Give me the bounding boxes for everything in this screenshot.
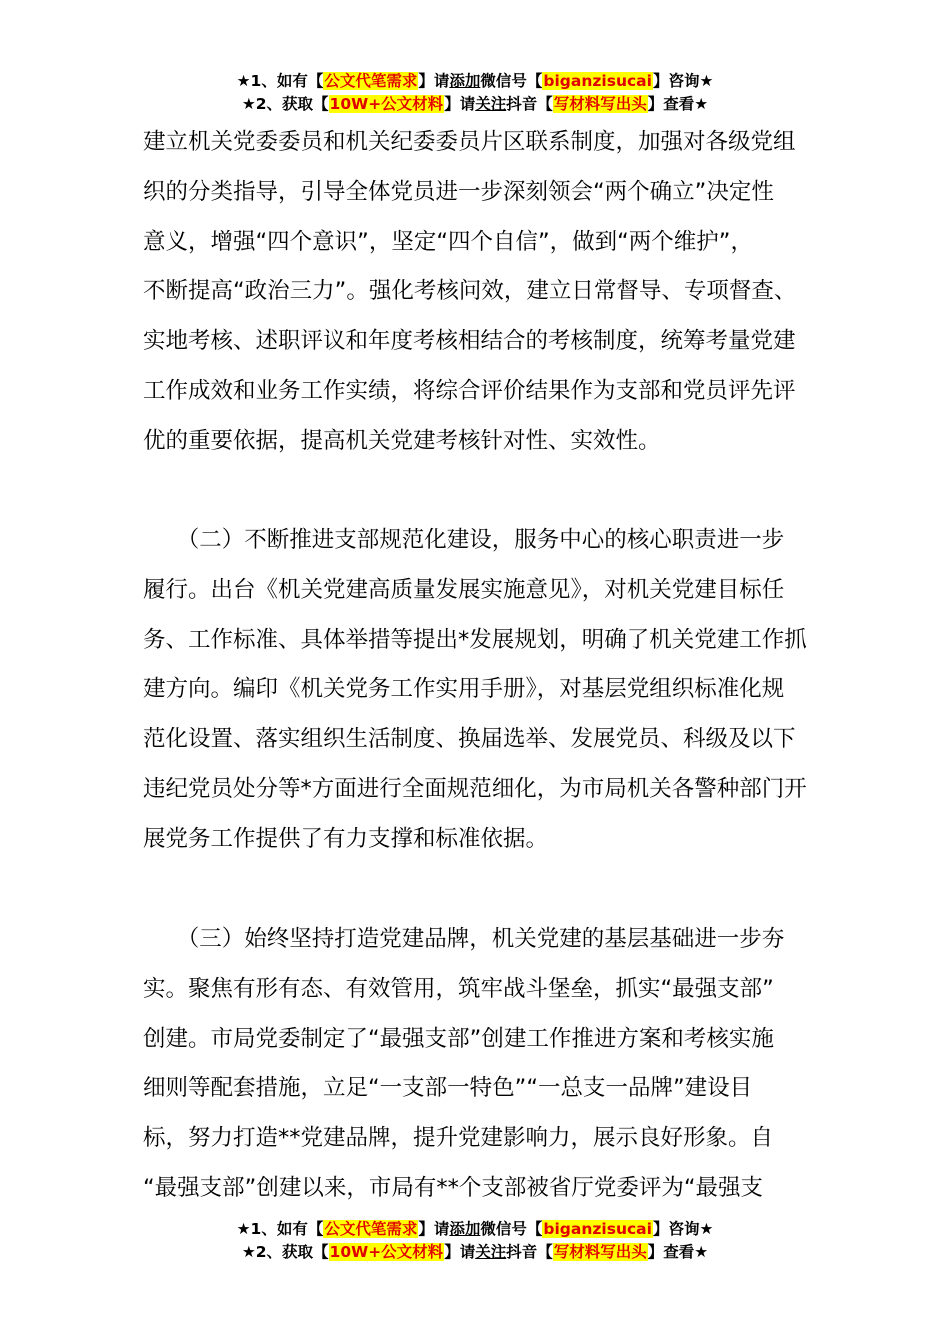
promo-text: 】请 — [418, 72, 450, 90]
text-line: 意义，增强“四个意识”，坚定“四个自信”，做到“两个维护”， — [143, 228, 753, 255]
paragraph-1 — [143, 118, 811, 467]
promo-text: 微信号【 — [480, 1220, 543, 1238]
text-line: 实地考核、述职评议和年度考核相结合的考核制度，统筹考量党建 — [143, 328, 796, 355]
highlight-wechat-id: biganzisucai — [543, 1220, 652, 1238]
highlight-douyin-account: 写材料写出头 — [553, 95, 647, 113]
highlight-materials: 10W+公文材料 — [329, 95, 444, 113]
text-line: 违纪党员处分等*方面进行全面规范细化，为市局机关各警种部门开 — [143, 775, 807, 802]
text-line: 范化设置、落实组织生活制度、换届选举、发展党员、科级及以下 — [143, 726, 796, 753]
text-line: 实。聚焦有形有态、有效管用，筑牢战斗堡垒，抓实“最强支部” — [143, 975, 774, 1002]
promo-text: 抖音【 — [506, 1243, 553, 1261]
text-line: 不断提高“政治三力”。强化考核问效，建立日常督导、专项督查、 — [143, 278, 797, 305]
promo-text: 】查看★ — [647, 95, 709, 113]
paragraph-3 — [143, 915, 811, 1214]
text-line: 创建。市局党委制定了“最强支部”创建工作推进方案和考核实施 — [143, 1025, 774, 1052]
footer-promo-banner — [0, 1218, 950, 1264]
promo-text: 】查看★ — [647, 1243, 709, 1261]
promo-text: ★2、获取【 — [241, 95, 329, 113]
text-line: 建方向。编印《机关党务工作实用手册》，对基层党组织标准化规 — [143, 676, 785, 703]
promo-text: 】请 — [444, 95, 476, 113]
text-line: 务、工作标准、具体举措等提出*发展规划，明确了机关党建工作抓 — [143, 626, 807, 653]
highlight-wechat-id: biganzisucai — [543, 72, 652, 90]
promo-text: 】咨询★ — [652, 72, 714, 90]
underlined-text: 关注 — [475, 1243, 507, 1261]
promo-text: 】咨询★ — [652, 1220, 714, 1238]
promo-text: 抖音【 — [506, 95, 553, 113]
highlight-materials: 10W+公文材料 — [329, 1243, 444, 1261]
promo-line-2 — [0, 93, 950, 116]
text-line: （三）始终坚持打造党建品牌，机关党建的基层基础进一步夯 — [143, 926, 785, 952]
text-line: （二）不断推进支部规范化建设，服务中心的核心职责进一步 — [143, 527, 785, 553]
text-line: 标，努力打造**党建品牌，提升党建影响力，展示良好形象。自 — [143, 1125, 774, 1152]
promo-text: 】请 — [418, 1220, 450, 1238]
paragraph-2 — [143, 516, 811, 865]
underlined-text: 添加 — [449, 72, 481, 90]
text-line: 建立机关党委委员和机关纪委委员片区联系制度，加强对各级党组 — [143, 129, 796, 155]
header-promo-banner — [0, 70, 950, 116]
promo-text: ★2、获取【 — [241, 1243, 329, 1261]
text-line: 履行。出台《机关党建高质量发展实施意见》，对机关党建目标任 — [143, 576, 785, 603]
underlined-text: 添加 — [449, 1220, 481, 1238]
text-line: 工作成效和业务工作实绩，将综合评价结果作为支部和党员评先评 — [143, 377, 796, 404]
promo-line-2 — [0, 1241, 950, 1264]
text-line: “最强支部”创建以来，市局有**个支部被省厅党委评为“最强支 — [143, 1174, 763, 1201]
promo-text: 】请 — [444, 1243, 476, 1261]
highlight-service: 公文代笔需求 — [324, 1220, 418, 1238]
promo-line-1 — [0, 1218, 950, 1241]
text-line: 织的分类指导，引导全体党员进一步深刻领会“两个确立”决定性 — [143, 178, 774, 205]
text-line: 展党务工作提供了有力支撑和标准依据。 — [143, 825, 549, 852]
highlight-service: 公文代笔需求 — [324, 72, 418, 90]
promo-line-1 — [0, 70, 950, 93]
text-line: 优的重要依据，提高机关党建考核针对性、实效性。 — [143, 427, 661, 454]
underlined-text: 关注 — [475, 95, 507, 113]
text-line: 细则等配套措施，立足“一支部一特色”“一总支一品牌”建设目 — [143, 1075, 753, 1102]
promo-text: ★1、如有【 — [236, 1220, 324, 1238]
promo-text: ★1、如有【 — [236, 72, 324, 90]
highlight-douyin-account: 写材料写出头 — [553, 1243, 647, 1261]
promo-text: 微信号【 — [480, 72, 543, 90]
